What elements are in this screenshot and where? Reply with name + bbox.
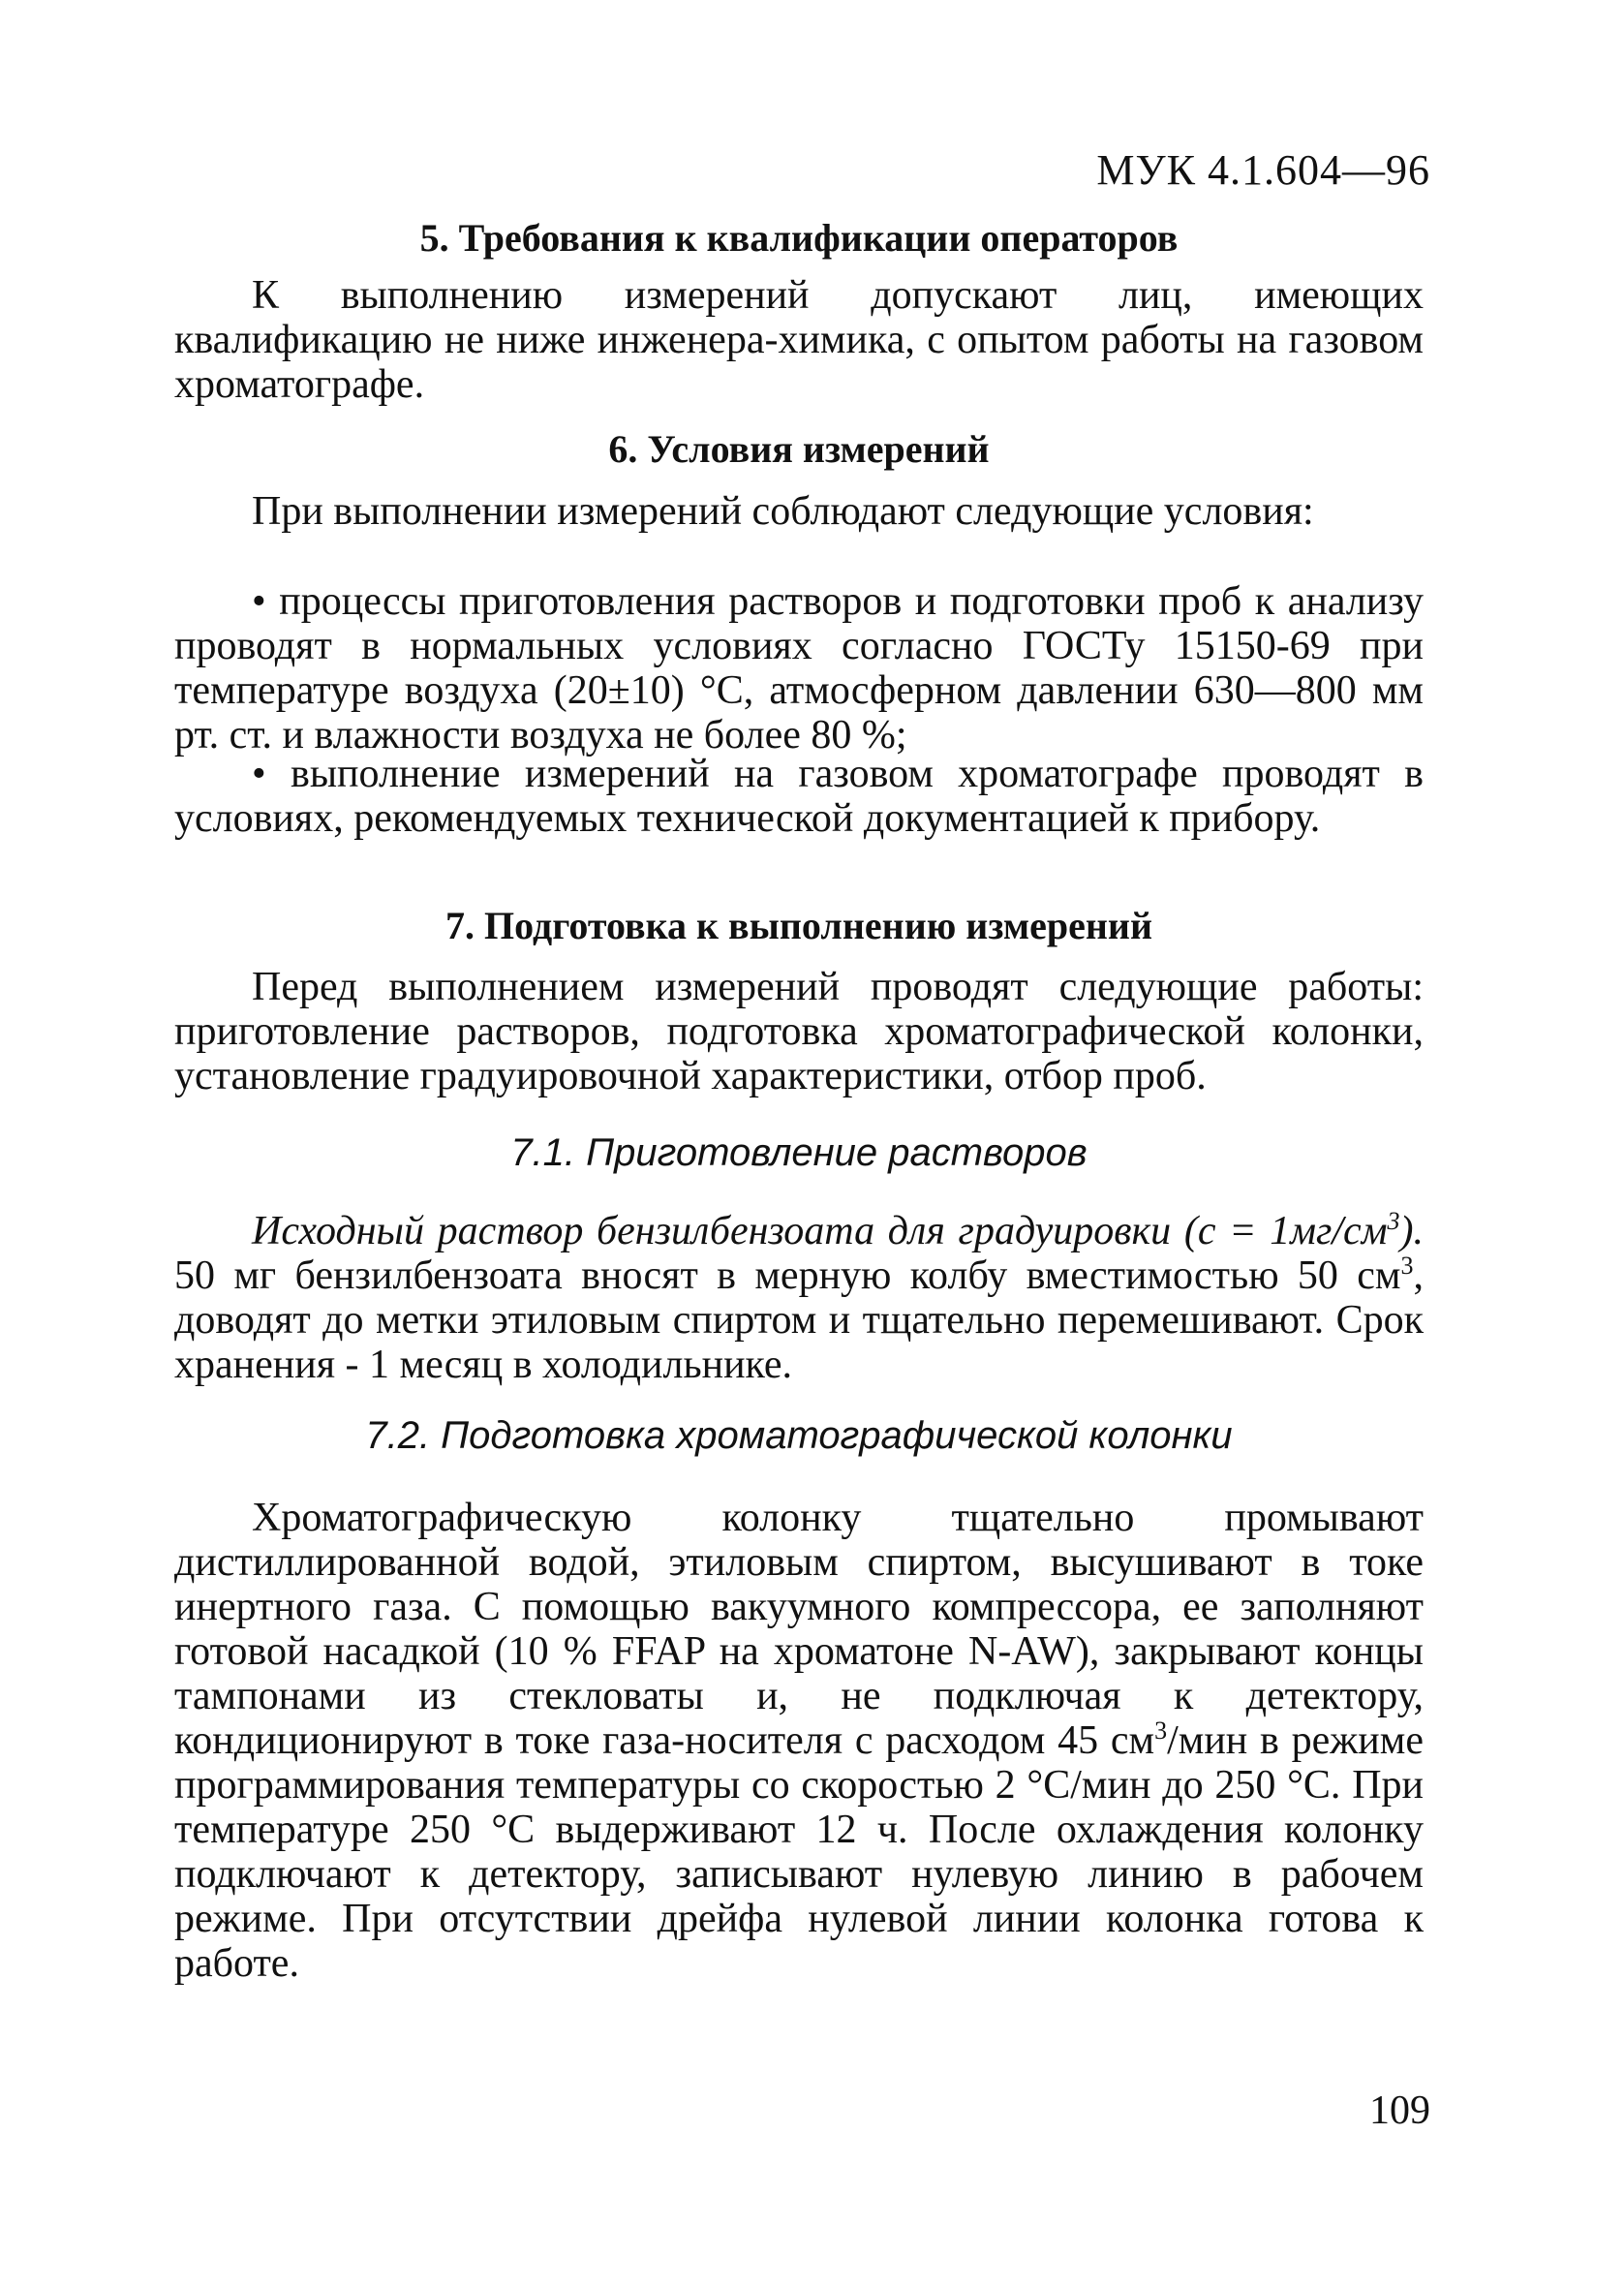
subsection-7-2-text bbox=[174, 1496, 1424, 1986]
solution-text-superscript: 3 bbox=[1400, 1252, 1414, 1280]
solution-text-1: 50 мг бензилбензоата вносят в мерную колбу вместимостью 50 см bbox=[174, 1253, 1401, 1298]
section-5-title: 5. Требования к квалификации операторов bbox=[419, 216, 1179, 260]
solution-lead-end: ). bbox=[1399, 1209, 1424, 1253]
section-7-title: 7. Подготовка к выполнению измерений bbox=[445, 904, 1152, 947]
page-number: 109 bbox=[1369, 2088, 1430, 2133]
section-5-text: К выполнению измерений допускают лиц, имеющих квалификацию не ниже инженера-химика, с опытом работы на газовом хроматографе. bbox=[174, 273, 1424, 407]
subsection-7-2-title: 7.2. Подготовка хроматографической колонки bbox=[365, 1414, 1233, 1457]
document-code: МУК 4.1.604—96 bbox=[1096, 146, 1430, 194]
solution-lead-superscript: 3 bbox=[1387, 1207, 1400, 1235]
section-7-text: Перед выполнением измерений проводят следующие работы: приготовление растворов, подготовка хроматографической колонки, установление градуировочной характеристики, отбор проб. bbox=[174, 965, 1424, 1098]
section-6-bullet-2: • выполнение измерений на газовом хроматографе проводят в условиях, рекомендуемых технической документацией к прибору. bbox=[174, 752, 1424, 841]
section-6-title: 6. Условия измерений bbox=[608, 427, 990, 471]
subsection-7-1-title: 7.1. Приготовление растворов bbox=[510, 1131, 1088, 1174]
column-text-2: /мин в режиме программирования температуры со скоростью 2 °С/мин до 250 °С. При температуре 250 °С выдерживают 12 ч. После охлаждения колонку подключают к детектору, записывают нулевую линию в рабочем режиме. При отсутствии дрейфа нулевой линии колонка готова к работе. bbox=[174, 1718, 1425, 1986]
section-6-intro: При выполнении измерений соблюдают следующие условия: bbox=[252, 489, 1314, 534]
column-text-1: Хроматографическую колонку тщательно промывают дистиллированной водой, этиловым спиртом, высушивают в токе инертного газа. С помощью вакуумного компрессора, ее заполняют готовой насадкой (10 % FFAP на хроматоне N-AW), закрывают концы тампонами из стекловаты и, не подключая к детектору, кондиционируют в токе газа-носителя с расходом 45 см bbox=[174, 1496, 1424, 1763]
solution-lead-text: Исходный раствор бензилбензоата для градуировки (с = 1мг/см bbox=[252, 1209, 1388, 1253]
solution-text-2: , доводят до метки этиловым спиртом и тщательно перемешивают. Срок хранения - 1 месяц в холодильнике. bbox=[174, 1253, 1424, 1387]
subsection-7-1-text bbox=[174, 1209, 1424, 1387]
column-text-superscript: 3 bbox=[1154, 1716, 1168, 1745]
section-6-bullet-1: • процессы приготовления растворов и подготовки проб к анализу проводят в нормальных условиях согласно ГОСТу 15150-69 при температуре воздуха (20±10) °С, атмосферном давлении 630—800 мм рт. ст. и влажности воздуха не более 80 %; bbox=[174, 579, 1424, 758]
